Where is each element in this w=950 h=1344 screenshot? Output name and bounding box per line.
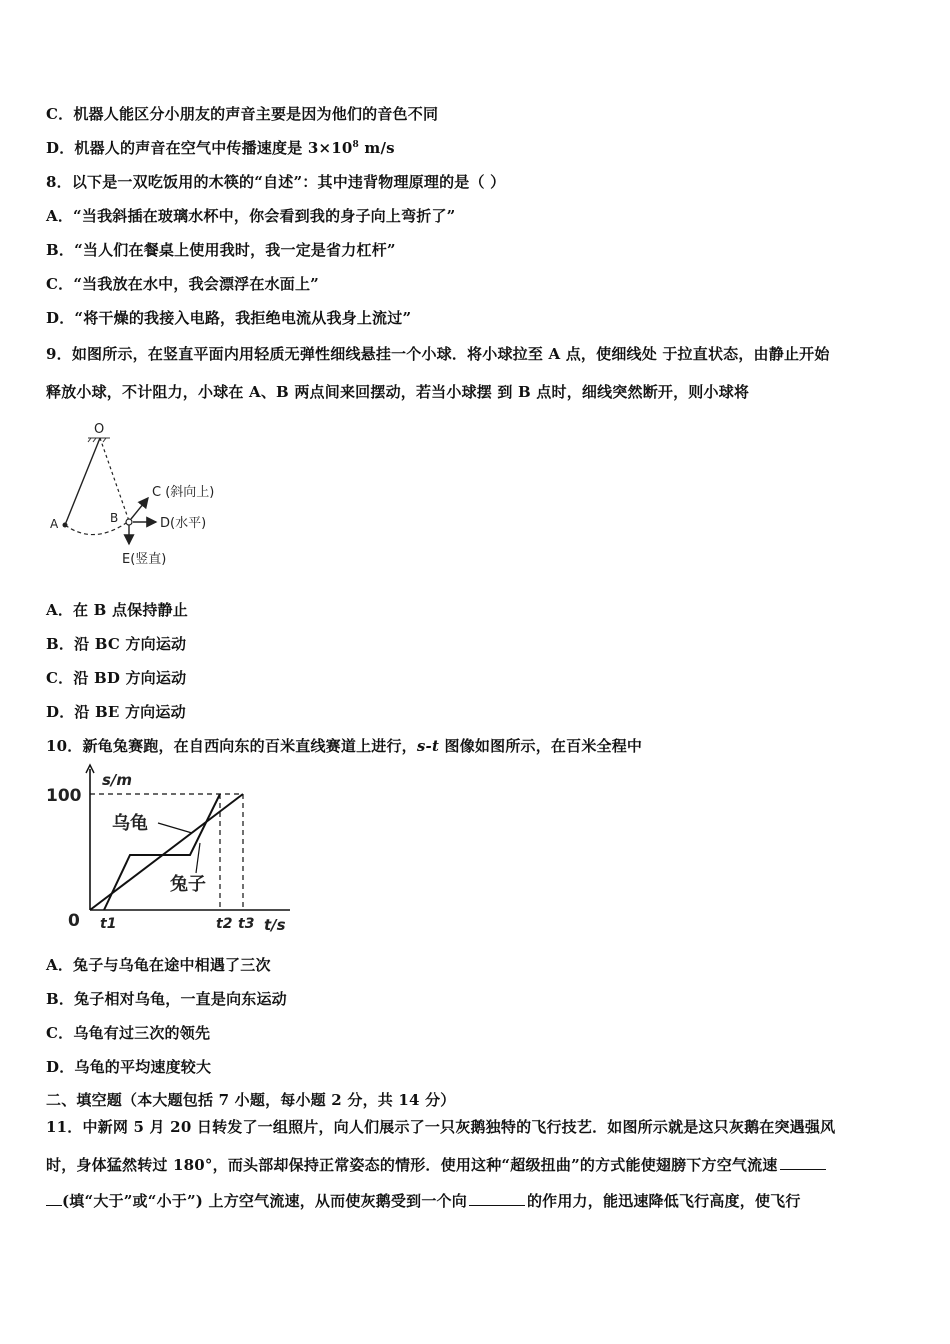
q8-stem: 8．以下是一双吃饭用的木筷的“自述”：其中违背物理原理的是（ ） — [46, 173, 506, 191]
q9-stem-line1: 9．如图所示，在竖直平面内用轻质无弹性细线悬挂一个小球．将小球拉至 A 点，使细线处 于拉直状态，由静止开始 — [46, 345, 830, 363]
q11-line3-part1: (填“大于”或“小于”) 上方空气流速，从而使灰鹅受到一个向 — [62, 1192, 467, 1210]
origin-label: 0 — [68, 911, 80, 931]
y-axis-label: s/m — [102, 771, 133, 789]
q9-stem-line2: 释放小球，不计阻力，小球在 A、B 两点间来回摆动，若当小球摆 到 B 点时，细线突然断开，则小球将 — [46, 383, 750, 401]
q9-option-d: D．沿 BE 方向运动 — [46, 703, 186, 721]
q10-stem-suffix: 图像如图所示，在百米全程中 — [439, 737, 643, 755]
q9-option-c: C．沿 BD 方向运动 — [46, 669, 187, 687]
st-graph-figure — [40, 763, 300, 943]
q10-option-a: A．兔子与乌龟在途中相遇了三次 — [46, 956, 271, 974]
q11-line3-part2: 的作用力，能迅速降低飞行高度，使飞行 — [526, 1192, 801, 1210]
q7-option-d-prefix: D．机器人的声音在空气中传播速度是 3×10 — [46, 139, 353, 157]
q7-option-d-exponent: 8 — [352, 140, 359, 150]
q7-option-d-suffix: m/s — [358, 139, 395, 157]
q8-option-c: C．“当我放在水中，我会漂浮在水面上” — [46, 275, 319, 293]
q7-option-c: C．机器人能区分小朋友的声音主要是因为他们的音色不同 — [46, 105, 439, 123]
q9-option-a: A．在 B 点保持静止 — [46, 601, 188, 619]
q7-option-d — [46, 137, 395, 158]
tick-t2: t2 — [216, 916, 233, 932]
point-a-label: A — [50, 517, 59, 531]
string-to-b — [100, 438, 129, 521]
q10-option-c: C．乌龟有过三次的领先 — [46, 1024, 211, 1042]
q10-stem-italic: s-t — [416, 737, 440, 755]
q11-blank-1a — [780, 1155, 826, 1170]
point-o-label: O — [94, 422, 105, 437]
tick-t1: t1 — [100, 916, 117, 932]
pendulum-figure — [44, 418, 244, 573]
q10-option-b: B．兔子相对乌龟，一直是向东运动 — [46, 990, 287, 1008]
direction-c-label: C (斜向上) — [152, 485, 215, 500]
y-tick-100: 100 — [46, 786, 82, 806]
direction-d-label: D(水平) — [160, 516, 207, 531]
q11-line2 — [46, 1154, 826, 1175]
x-axis-label: t/s — [264, 916, 286, 934]
q11-line2-text: 时，身体猛然转过 180°，而头部却保持正常姿态的情形．使用这种“超级扭曲”的方式能使翅膀下方空气流速 — [46, 1156, 778, 1174]
q10-stem — [46, 735, 642, 756]
q11-blank-2 — [469, 1191, 525, 1206]
q8-option-a: A．“当我斜插在玻璃水杯中，你会看到我的身子向上弯折了” — [46, 207, 456, 225]
q10-option-d: D．乌龟的平均速度较大 — [46, 1058, 212, 1076]
q10-stem-prefix: 10．新龟兔赛跑，在自西向东的百米直线赛道上进行， — [46, 737, 417, 755]
rabbit-leader — [196, 843, 200, 873]
direction-e-label: E(竖直) — [122, 552, 167, 567]
q11-line1: 11．中新网 5 月 20 日转发了一组照片，向人们展示了一只灰鹅独特的飞行技艺．如图所示就是这只灰鹅在突遇强风 — [46, 1118, 836, 1136]
ball-at-b — [126, 519, 132, 525]
q11-blank-1b — [46, 1191, 62, 1206]
section2-heading: 二、填空题（本大题包括 7 小题，每小题 2 分，共 14 分） — [46, 1091, 456, 1109]
ball-at-a — [63, 523, 68, 528]
turtle-label: 乌龟 — [112, 813, 148, 834]
turtle-leader — [158, 823, 192, 833]
q8-option-b: B．“当人们在餐桌上使用我时，我一定是省力杠杆” — [46, 241, 396, 259]
tick-t3: t3 — [238, 916, 255, 932]
point-b-label: B — [110, 511, 119, 525]
q11-line3 — [46, 1190, 801, 1211]
arrow-bc — [131, 498, 148, 519]
string-to-a — [65, 438, 100, 525]
rabbit-label: 兔子 — [170, 874, 206, 895]
swing-arc — [65, 521, 129, 535]
q8-option-d: D．“将干燥的我接入电路，我拒绝电流从我身上流过” — [46, 309, 412, 327]
q9-option-b: B．沿 BC 方向运动 — [46, 635, 187, 653]
